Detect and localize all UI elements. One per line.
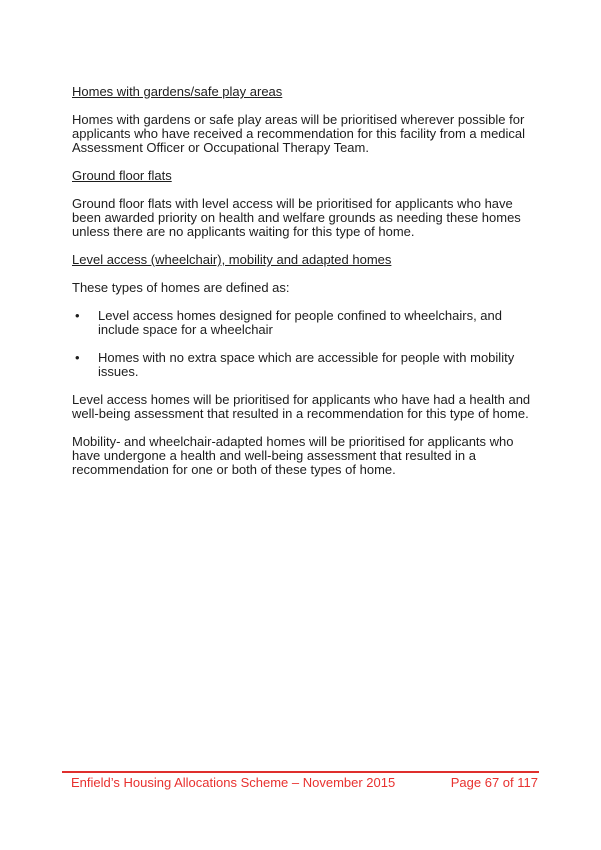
page-footer bbox=[62, 771, 539, 790]
paragraph-level-access-intro: These types of homes are defined as: bbox=[72, 280, 290, 295]
bullet-text-wheelchair-homes: Level access homes designed for people confined to wheelchairs, and include space for a wheelchair bbox=[98, 308, 502, 337]
bullet-icon: • bbox=[75, 350, 80, 365]
document-body bbox=[72, 85, 538, 491]
paragraph-mobility-adapted-priority: Mobility- and wheelchair-adapted homes will be prioritised for applicants who have undergone a health and well-being assessment that resulted in a recommendation for one or both of these types of home. bbox=[72, 434, 514, 477]
footer-document-title: Enfield’s Housing Allocations Scheme – November 2015 bbox=[71, 775, 396, 790]
paragraph-gardens: Homes with gardens or safe play areas will be prioritised wherever possible for applicants who have received a recommendation for this facility from a medical Assessment Officer or Occupational Therapy Team. bbox=[72, 112, 526, 155]
paragraph-level-access-priority: Level access homes will be prioritised for applicants who have had a health and well-being assessment that resulted in a recommendation for this type of home. bbox=[72, 392, 531, 421]
section-heading-gardens: Homes with gardens/safe play areas bbox=[72, 84, 283, 99]
bullet-icon: • bbox=[75, 308, 80, 323]
footer-page-number: Page 67 of 117 bbox=[450, 775, 538, 790]
list-item bbox=[72, 309, 538, 337]
paragraph-ground-floor-flats: Ground floor flats with level access will be prioritised for applicants who have been awarded priority on health and welfare grounds as needing these homes unless there are no applicants waiting for this type of home. bbox=[72, 196, 521, 239]
section-heading-level-access: Level access (wheelchair), mobility and adapted homes bbox=[72, 252, 392, 267]
list-item bbox=[72, 351, 538, 379]
bullet-text-mobility-homes: Homes with no extra space which are accessible for people with mobility issues. bbox=[98, 350, 515, 379]
section-heading-ground-floor-flats: Ground floor flats bbox=[72, 168, 172, 183]
